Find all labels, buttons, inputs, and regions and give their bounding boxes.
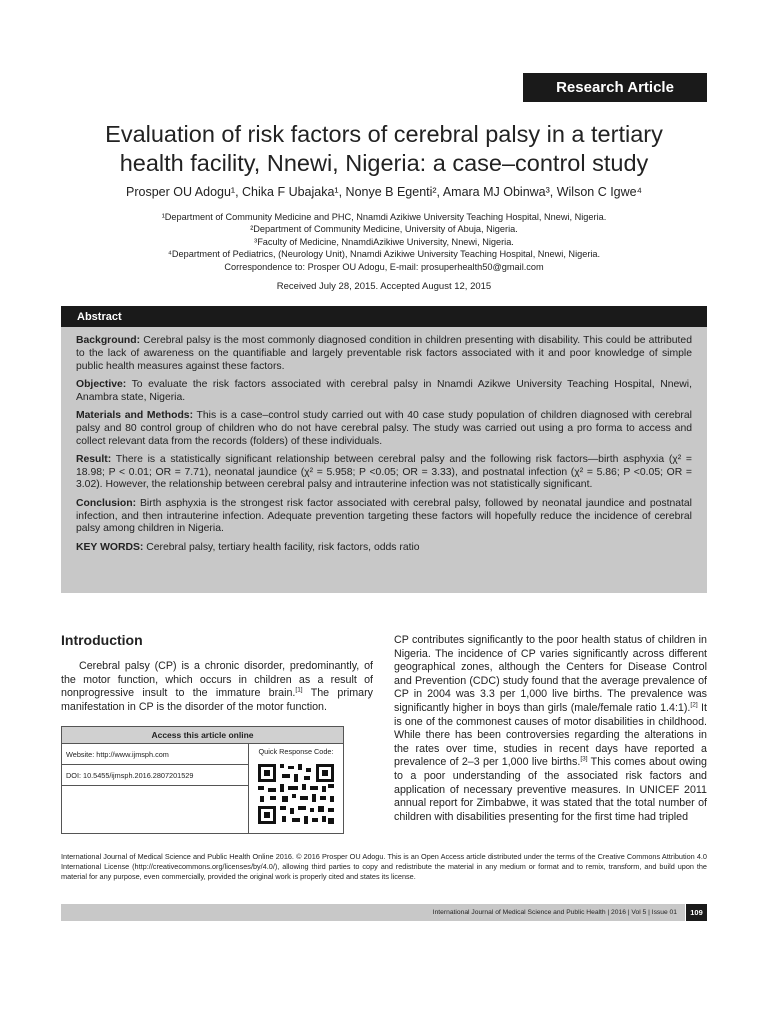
citation-3[interactable]: [3] [580,755,588,763]
article-title [40,120,728,178]
result-label: Result: [76,453,112,465]
introduction-heading: Introduction [61,632,143,648]
affiliation-3: ³Faculty of Medicine, NnamdiAzikiwe University, Nnewi, Nigeria. [254,236,514,247]
affiliation-4: ⁴Department of Pediatrics, (Neurology Unit), Nnamdi Azikiwe University Teaching Hospital, Nnewi, Nigeria. [167,249,601,260]
abstract-heading: Abstract [61,306,707,327]
access-row [62,744,343,834]
abstract-methods [76,410,692,448]
abstract-objective [76,379,692,405]
article-type-badge: Research Article [523,73,707,102]
abstract-conclusion [76,498,692,536]
qr-panel [249,744,343,834]
title-line-2: health facility, Nnewi, Nigeria: a case–control study [119,150,649,176]
affiliations [40,211,728,273]
author-list: Prosper OU Adogu¹, Chika F Ubajaka¹, Nonye B Egenti², Amara MJ Obinwa³, Wilson C Igwe⁴ [126,185,642,199]
right-column [394,634,707,824]
affiliation-1: ¹Department of Community Medicine and PHC, Nnamdi Azikiwe University Teaching Hospital, Nnewi, Nigeria. [161,212,607,222]
right-text-c: This comes about owing to a poor understanding of the associated risk factors and application of necessary preventive measures. In UNICEF 2011 annual report for Zimbabwe, it was stated that the total number of children with disabilities presenting for the first time had tripled [394,756,707,823]
qr-label: Quick Response Code: [258,747,334,756]
website-link[interactable]: Website: http://www.ijmsph.com [62,744,248,765]
background-label: Background: [76,335,141,346]
methods-text: This is a case–control study carried out with 40 case study population of children diagnosed with cerebral palsy and 80 control group of children who do not have cerebral palsy. The study was carried out using a pro forma to access and collect relevant data from the records (folders) of these individuals. [76,409,692,447]
citation-2[interactable]: [2] [690,701,698,709]
access-heading: Access this article online [62,727,343,744]
keywords-text: Cerebral palsy, tertiary health facility, risk factors, odds ratio [143,541,420,553]
intro-text-b: The primary manifestation in CP is the disorder of the motor function. [61,687,373,713]
abstract-body [61,327,707,593]
objective-text: To evaluate the risk factors associated with cerebral palsy in Nnamdi Azikwe University Teaching Hospital, Nnewi, Anambra state, Nigeria. [76,378,692,403]
conclusion-label: Conclusion: [76,497,137,509]
page-number: 109 [686,904,707,921]
conclusion-text: Birth asphyxia is the strongest risk factor associated with cerebral palsy, followed by neonatal jaundice and postnatal infection, and then intrauterine infection. Adequate prevention targeting these factors will hopefully reduce the incidence of cerebral palsy among children in Nigeria. [76,497,692,535]
received-dates: Received July 28, 2015. Accepted August 12, 2015 [276,281,492,292]
objective-label: Objective: [76,378,127,390]
affiliation-2: ²Department of Community Medicine, University of Abuja, Nigeria. [250,224,518,235]
right-text-a: CP contributes significantly to the poor health status of children in Nigeria. The incidence of CP varies significantly across different geographical zones, although the Centers for Disease Control and Prevention (CDC) study found that the average prevalence of CP in 2004 was 3.3 per 1,000 live births. The prevalence was significantly higher in boys than girls (male/female ratio 1.4:1). [394,634,707,714]
qr-code-icon[interactable] [256,762,336,826]
left-column [61,632,373,714]
access-online-box [61,726,344,834]
abstract-result [76,454,692,492]
abstract-background [76,335,692,373]
title-line-1: Evaluation of risk factors of cerebral palsy in a tertiary [105,121,663,147]
right-text-b: It is one of the commonest causes of motor disabilities in childhood. While there has been controversies regarding the alterations in the rates over time, studies in recent days have reported a prevalence of 2–3 per 1,000 live births. [394,701,707,769]
license-statement: International Journal of Medical Science and Public Health Online 2016. © 2016 Prosper OU Adogu. This is an Open Access article distributed under the terms of the Creative Commons Attribution 4.0 International License (http://creativecommons.org/licenses/by/4.0/), allowing third parties to copy and redistribute the material in any medium or format and to remix, transform, and build upon the material for any purpose, even commercially, provided the original work is properly cited and states its license. [61,852,707,882]
footer-journal: International Journal of Medical Science and Public Health | 2016 | Vol 5 | Issue 01 [432,909,677,916]
keywords-label: KEY WORDS: [76,541,144,553]
access-links [62,744,249,834]
abstract-keywords [76,542,692,555]
doi-link[interactable]: DOI: 10.5455/ijmsph.2016.2807201529 [62,765,248,786]
citation-1[interactable]: [1] [295,686,303,694]
result-text: There is a statistically significant relationship between cerebral palsy and the following risk factors—birth asphyxia (χ² = 18.98; P < 0.01; OR = 7.71), neonatal jaundice (χ² = 5.958; P <0.05; OR = 3.33), and postnatal infection (χ² = 5.86; P <0.05; OR = 3.02). However, the relationship between cerebral palsy and intrauterine infection was not statistically significant. [76,453,692,491]
footer-bar [61,904,685,921]
background-text: Cerebral palsy is the most commonly diagnosed condition in children presenting with disability. This could be attributed to the lack of awareness on the quantifiable and largely preventable risk factors associated with it and poor knowledge of simple public health measures against these factors. [76,335,692,372]
methods-label: Materials and Methods: [76,409,194,421]
correspondence: Correspondence to: Prosper OU Adogu, E-mail: prosuperhealth50@gmail.com [224,261,544,272]
intro-text-a: Cerebral palsy (CP) is a chronic disorder, predominantly, of the motor function, which occurs in children as a result of nonprogressive insult to the immature brain. [61,660,373,700]
intro-paragraph-1 [61,660,373,714]
